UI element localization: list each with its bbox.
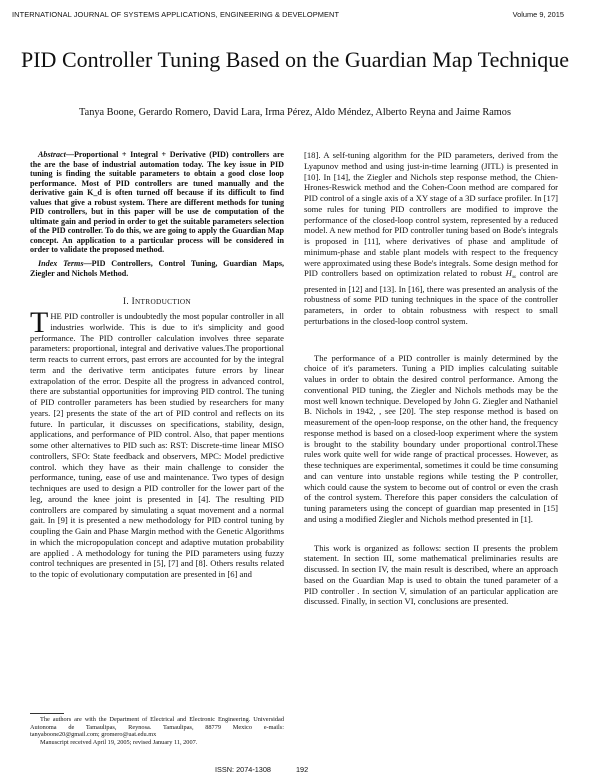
section-heading-introduction bbox=[30, 296, 284, 306]
right-p1-end: control are presented in [12] and [13]. In [16], there was presented an analysis of the robustness of some PID tuning techniques in the space of the controller parameters, in order to obtain robustness with respect to small perturbations in the closed-loop control system. bbox=[304, 268, 558, 326]
footnote-manuscript: Manuscript received April 19, 2005; revised January 11, 2007. bbox=[40, 738, 198, 746]
h-infinity-symbol: $H_\infty$ bbox=[505, 268, 517, 281]
abstract bbox=[30, 150, 284, 255]
right-column bbox=[304, 150, 558, 607]
right-p1-text: [18]. A self-tuning algorithm for the PID parameters, derived from the Lyapunov method and using just-in-time learning (JITL) is presented in [10]. In [14], the Ziegler and Nichols step response method, the Chien-Hrones-Reswick method and the Cohen-Coon method are compared for PID control of a single axis of a XY stage of a 3D surface profiler. In [17] some rules for tuning PID controllers are modified to improve the performance of the closed-loop control system, represented by a reduced model. A new method for PID controller tuning based on Bode's integrals is proposed in [11], where derivatives of phase and amplitude of minimum-phase and stable plant models with respect to the frequency were approximated using these Bode's integrals. Some design method for PID controllers based on optimization related to robust bbox=[304, 150, 558, 279]
footnote bbox=[30, 716, 284, 746]
footnote-rule bbox=[30, 713, 64, 714]
section-initial: I bbox=[131, 296, 135, 307]
index-terms bbox=[30, 259, 284, 278]
right-paragraph-2: The performance of a PID controller is mainly determined by the choice of it's parameters. Tuning a PID implies calculating suitable values in order to obtain the desired control performance. Among the conventional PID tuning, the Ziegler and Nichols methods may be the most well known technique. Developed by John G. Ziegler and Nathaniel B. Nichols in 1942, , see [20]. The step response method is based on measurement of the open-loop response, on the other hand, the frequency response method is based on a closed-loop experiment where the system is brought to the stability boundary under proportional control.These rules work quite well for wide range of practical processes. However, as these techniques are experimental, sometimes it could be time consuming and can venture into unstable regions while testing the P controller, which could cause the system to become out of control or even the crash of the control system. Therefore this paper considers the calculation of tuning parameters using the concept of guardian map presented in [15] and using a modified Ziegler and Nichols method presented in [1]. bbox=[304, 352, 558, 524]
intro-text: HE PID controller is undoubtedly the most popular controller in all industries worlwide. This is due to it's simplicity and good performance. The PID controller calculation involves three separate parameters: proportional, integral and derivative values.The proportional term reacts to current errors, past errors are accounted for by the integral term and the derivative term anticipates future errors by linear extrapolation of the error. Despite all the progress in advanced control, there are substantial opportunities for improving PID control. The tuning of PID controller parameters has been studied by researchers for many years. [2] presents the state of the art of PID control and reflects on its future. In particular, it discusses on specifications, stability, design, applications, and performance of PID control. Also, that paper mentions some other alternatives to PID such as: RST: Discrete-time linear MISO controllers, SFO: State feedback and observers, MPC: Model predictive control. which they have as their main challenge to consider the performance, tuning, ease of use and maintenance. Two types of design techniques are used to design a PID controller for the lower part of the leg, around the knee joint is presented in [4]. The resulting PID controllers are compared by simulating a squat movement and a normal gait. In [9] it is presented a new methodology for PID control tuning by coupling the Gain and Phase Margin method with the Genetic Algorithms in which the micropopulation concept and adaptive mutation probability are applied . A methodology for tuning the PID parameters using fuzzy control techniques are presented in [5], [7] and [8]. Others results related to the topic of evolutionary computation are presented in [6] and bbox=[30, 311, 284, 580]
journal-header: INTERNATIONAL JOURNAL OF SYSTEMS APPLICATIONS, ENGINEERING & DEVELOPMENT bbox=[12, 10, 340, 19]
abstract-lead: Abstract bbox=[38, 150, 66, 159]
volume-header: Volume 9, 2015 bbox=[512, 10, 564, 19]
index-terms-text: —PID Controllers, Control Tuning, Guardian Maps, Ziegler and Nichols Method. bbox=[30, 259, 284, 278]
left-column bbox=[30, 150, 284, 580]
drop-cap: T bbox=[30, 306, 49, 340]
author-list: Tanya Boone, Gerardo Romero, David Lara, Irma Pérez, Aldo Méndez, Alberto Reyna and Jaime Ramos bbox=[79, 107, 511, 118]
footnote-affiliation: The authors are with the Department of Electrical and Electronic Engineering. Universidad Autonoma de Tamaulipas, Reynosa. Tamaulipas, 88779 Mexico e-mails: tanyaboone20@gmail.com; gromero@uat.edu.mx bbox=[30, 716, 284, 739]
footer-issn: ISSN: 2074-1308 bbox=[215, 765, 271, 774]
abstract-text: —Proportional + Integral + Derivative (PID) controllers are the are the base of industrial automation today. The key issue in PID tuning is finding the suitable parameters to obtain a good close loop performance. Most of PID controllers are tuned manually and the derivative gain K_d is often turned off because if its difficult to find values that give a robust system. There are different methods for tuning PID controllers, but in this paper will be use de computation of the ultimate gain and period in order to get the suitable parameters selection of the PID controller. To do this, we are going to apply the Guardian Map concept. An application to a particular process will be considered in order to validate the proposed method. bbox=[30, 150, 284, 255]
section-title-rest: NTRODUCTION bbox=[134, 297, 191, 307]
section-numeral: I. bbox=[123, 296, 129, 307]
paper-title: PID Controller Tuning Based on the Guardian Map Technique bbox=[21, 47, 569, 72]
index-terms-lead: Index Terms bbox=[38, 259, 84, 269]
page-number: 192 bbox=[296, 765, 309, 774]
right-paragraph-3: This work is organized as follows: section II presents the problem statement. In section III, some mathematical preliminaries results are discussed. In section IV, the main result is described, where an approach based on the Guardian Map is used to obtain the tuned parameter of a PID controller . In section V, simulation of an particular application are discussed. Finally, in section VI, conclusions are presented. bbox=[304, 542, 558, 607]
right-paragraph-1 bbox=[304, 150, 558, 327]
intro-paragraph bbox=[30, 306, 284, 580]
